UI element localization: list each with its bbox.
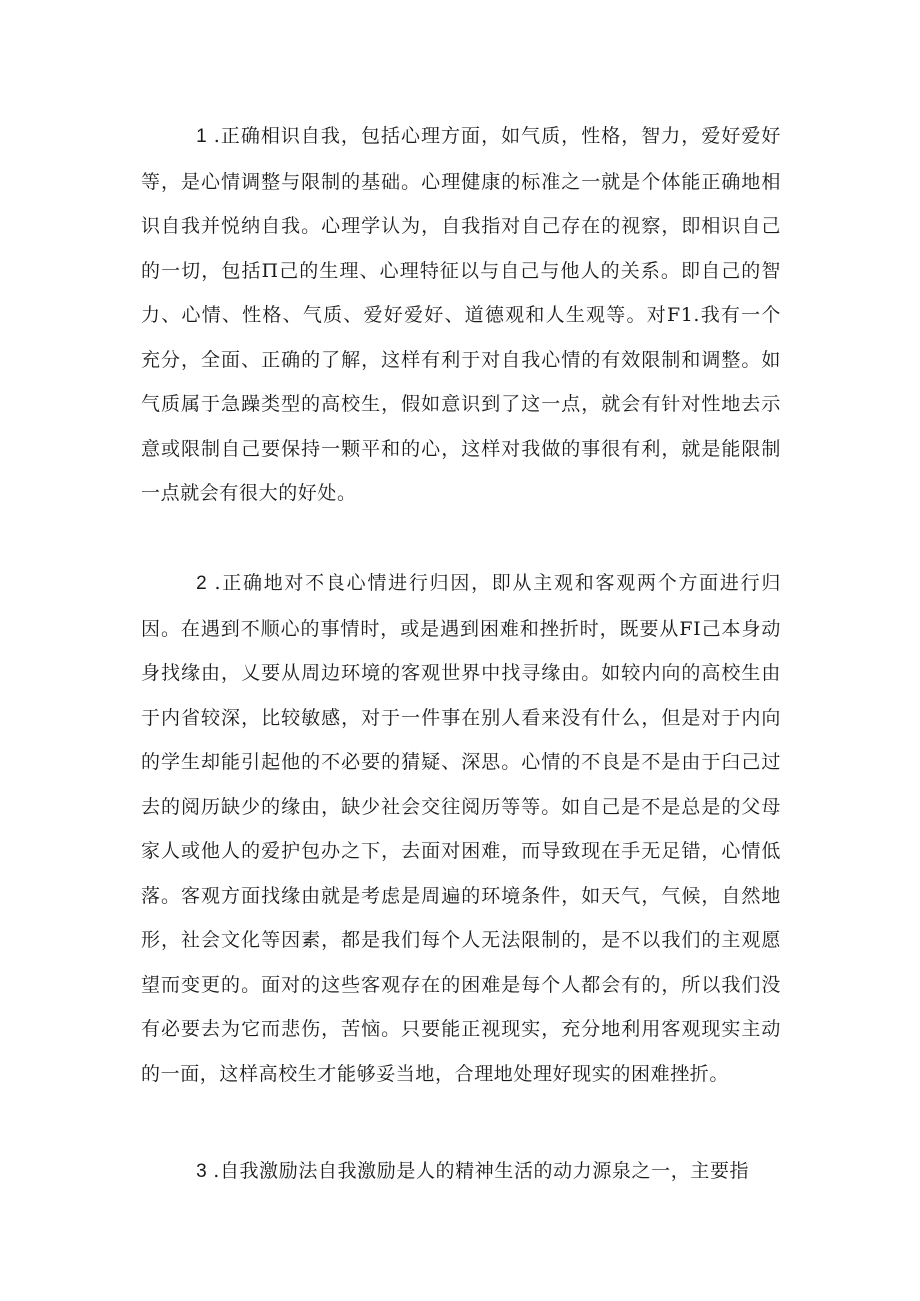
paragraph-2 — [141, 561, 781, 1096]
paragraph-3-text: .自我激励法自我激励是人的精神生活的动力源泉之一，主要指 — [206, 1160, 750, 1182]
paragraph-2-number: 2 — [196, 573, 207, 594]
paragraph-2-text: .正确地对不良心情进行归因，即从主观和客观两个方面进行归因。在遇到不顺心的事情时，或是遇到困难和挫折时，既要从FI己本身动身找缘由，乂要从周边环境的客观世界中找寻缘由。如较内向的高校生由于内省较深，比较敏感，对于一件事在别人看来没有什么，但是对于内向的学生却能引起他的不必要的猜疑、深思。心情的不良是不是由于臼己过去的阅历缺少的缘由，缺少社会交往阅历等等。如自己是不是总是的父母家人或他人的爱护包办之下，去面对困难，而导致现在手无足错，心情低落。客观方面找缘由就是考虑是周遍的环境条件，如天气，气候，自然地形，社会文化等因素，都是我们每个人无法限制的，是不以我们的主观愿望而变更的。面对的这些客观存在的困难是每个人都会有的，所以我们没有必要去为它而悲伤，苦恼。只要能正视现实，充分地利用客观现实主动的一面，这样高校生才能够妥当地，合理地处理好现实的困难挫折。 — [141, 572, 781, 1085]
paragraph-1-number: 1 — [196, 126, 207, 147]
paragraph-3 — [141, 1149, 781, 1195]
paragraph-1-text: .正确相识自我，包括心理方面，如气质，性格，智力，爱好爱好等，是心情调整与限制的基础。心理健康的标准之一就是个体能正确地相识自我并悦纳自我。心理学认为，自我指对自己存在的视察，即相识自己的一切，包括Π己的生理、心理特征以与自己与他人的关系。即自己的智力、心情、性格、气质、爱好爱好、道德观和人生观等。对F1.我有一个充分，全面、正确的了解，这样有利于对自我心情的有效限制和调整。如气质属于急躁类型的高校生，假如意识到了这一点，就会有针对性地去示意或限制自己要保持一颗平和的心，这样对我做的事很有利，就是能限制一点就会有很大的好处。 — [141, 125, 781, 504]
paragraph-3-number: 3 — [196, 1161, 207, 1182]
paragraph-1 — [141, 114, 781, 516]
